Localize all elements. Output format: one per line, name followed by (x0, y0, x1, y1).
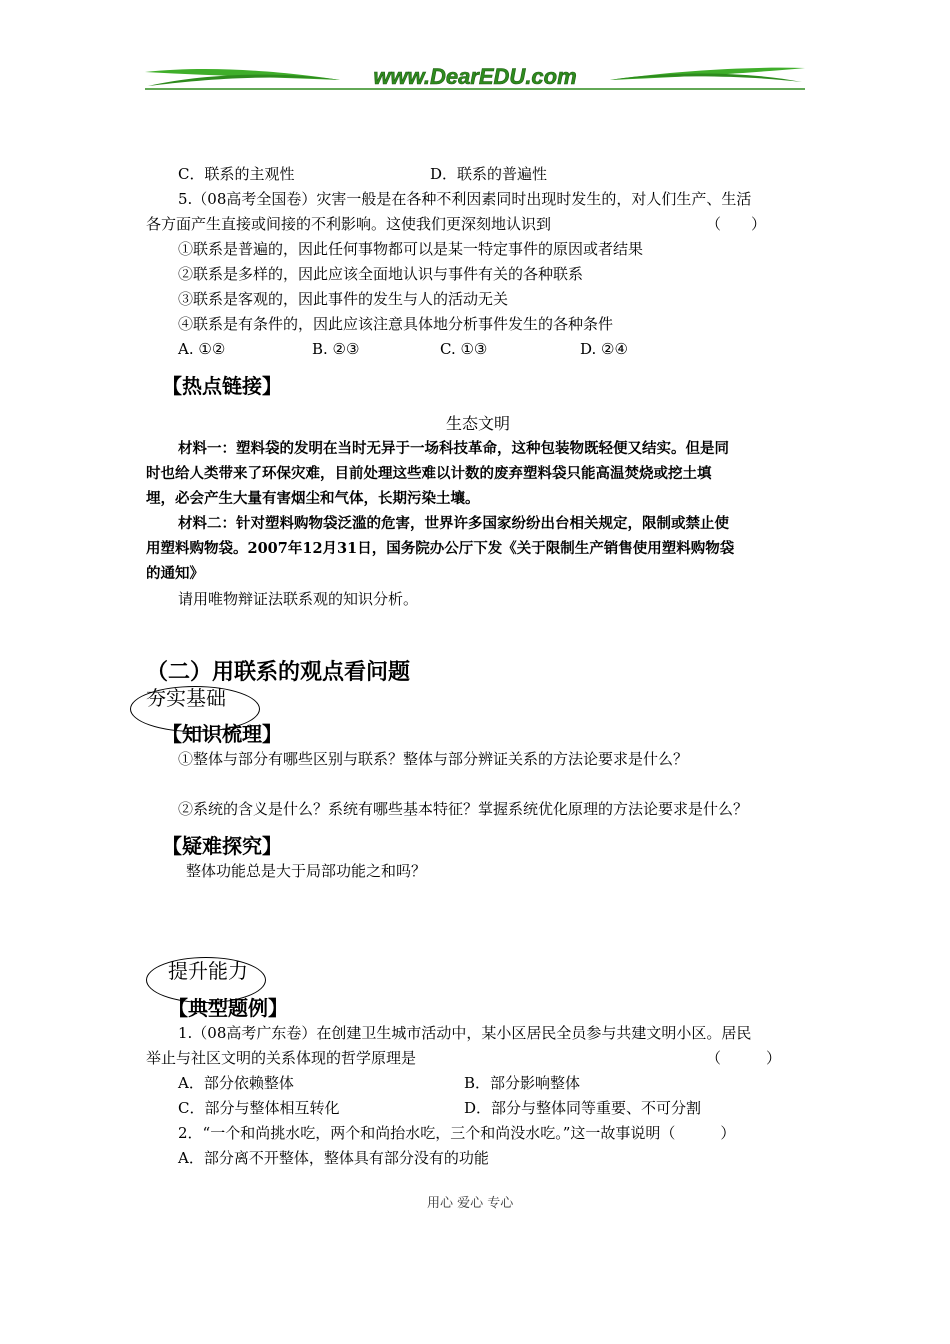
ex1-bracket: （ ） (706, 1049, 782, 1067)
ability-label: 提升能力 (168, 959, 248, 983)
q5-item-4: ④联系是有条件的，因此应该注意具体地分析事件发生的各种条件 (178, 315, 614, 333)
material2-line3: 的通知》 (146, 565, 204, 582)
q5-option-a: A. ①② (178, 340, 226, 358)
ex1-option-a: A．部分依赖整体 (178, 1074, 294, 1092)
ex1-option-d: D．部分与整体同等重要、不可分割 (464, 1099, 702, 1117)
knowledge-question-2: ②系统的含义是什么？系统有哪些基本特征？掌握系统优化原理的方法论要求是什么？ (178, 800, 749, 818)
q5-item-1: ①联系是普遍的，因此任何事物都可以是某一特定事件的原因或者结果 (178, 240, 644, 258)
examples-heading: 【典型题例】 (168, 996, 288, 1020)
ex2-line1: 2．“一个和尚挑水吃，两个和尚抬水吃，三个和尚没水吃。”这一故事说明（ ） (178, 1124, 736, 1142)
q5-line1: 5.（08高考全国卷）灾害一般是在各种不利因素同时出现时发生的，对人们生产、生活 (178, 190, 752, 208)
ex1-line1: 1.（08高考广东卷）在创建卫生城市活动中，某小区居民全员参与共建文明小区。居民 (178, 1024, 752, 1042)
hot-link-title: 生态文明 (446, 414, 511, 433)
logo-text: www.DearEDU.com (373, 64, 577, 89)
foundation-label: 夯实基础 (146, 686, 226, 710)
q5-option-d: D. ②④ (580, 340, 628, 358)
q5-bracket: （ ） (706, 215, 767, 233)
knowledge-question-1: ①整体与部分有哪些区别与联系？整体与部分辨证关系的方法论要求是什么？ (178, 750, 689, 768)
material2-line1: 材料二：针对塑料购物袋泛滥的危害，世界许多国家纷纷出台相关规定，限制或禁止使 (178, 515, 729, 532)
knowledge-heading: 【知识梳理】 (162, 722, 282, 746)
left-leaf-icon (145, 69, 340, 80)
material2-line2: 用塑料购物袋。2007年12月31日，国务院办公厅下发《关于限制生产销售使用塑料购物袋 (146, 540, 735, 557)
material1-line2: 时也给人类带来了环保灾难，目前处理这些难以计数的废弃塑料袋只能高温焚烧或挖土填 (146, 465, 712, 482)
q5-line2: 各方面产生直接或间接的不利影响。这使我们更深刻地认识到 (146, 215, 552, 233)
header-logo (140, 60, 810, 94)
footer-text: 用心 爱心 专心 (427, 1196, 514, 1211)
option-c: C．联系的主观性 (178, 165, 295, 183)
ex1-option-c: C．部分与整体相互转化 (178, 1099, 340, 1117)
q5-option-c: C. ①③ (440, 340, 488, 358)
option-d: D．联系的普遍性 (430, 165, 548, 183)
q5-item-3: ③联系是客观的，因此事件的发生与人的活动无关 (178, 290, 509, 308)
material1-line1: 材料一：塑料袋的发明在当时无异于一场科技革命，这种包装物既轻便又结实。但是同 (178, 440, 729, 457)
ex2-option-a: A．部分离不开整体，整体具有部分没有的功能 (178, 1149, 489, 1167)
section-title: （二）用联系的观点看问题 (146, 659, 411, 685)
ex1-option-b: B．部分影响整体 (464, 1074, 581, 1092)
q5-item-2: ②联系是多样的，因此应该全面地认识与事件有关的各种联系 (178, 265, 584, 283)
ex1-line2: 举止与社区文明的关系体现的哲学原理是 (146, 1049, 417, 1067)
difficult-heading: 【疑难探究】 (162, 834, 282, 858)
hot-link-question: 请用唯物辩证法联系观的知识分析。 (178, 590, 419, 608)
q5-option-b: B. ②③ (312, 340, 360, 358)
hot-link-heading: 【热点链接】 (162, 374, 282, 398)
material1-line3: 埋，必会产生大量有害烟尘和气体，长期污染土壤。 (146, 490, 480, 507)
difficult-question: 整体功能总是大于局部功能之和吗？ (186, 862, 427, 880)
